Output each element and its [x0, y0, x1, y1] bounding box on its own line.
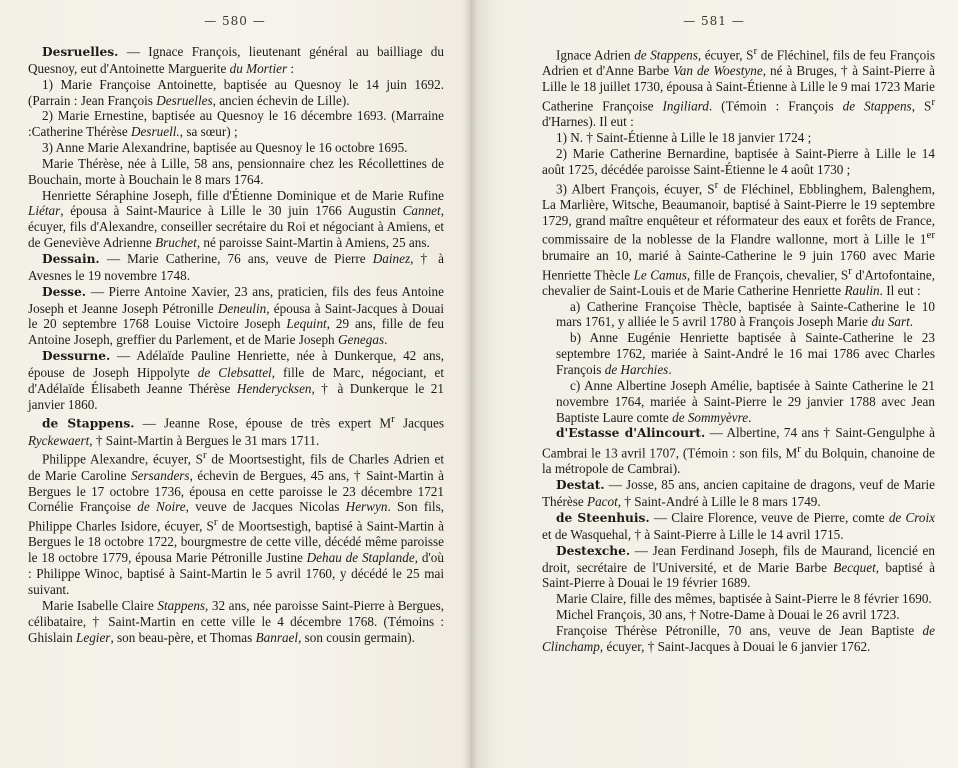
- right_page-paragraph: a) Catherine Françoise Thècle, baptisée à Sainte-Catherine le 10 mars 1761, y alliée le 5 avril 1780 à François Joseph Marie du Sart.: [556, 298, 935, 330]
- right_page-paragraph: Françoise Thérèse Pétronille, 70 ans, veuve de Jean Baptiste de Clinchamp, écuyer, † Saint-Jacques à Douai le 6 janvier 1762.: [542, 622, 935, 654]
- right_page-paragraph: c) Anne Albertine Joseph Amélie, baptisée à Sainte Catherine le 21 novembre 1764, mariée à Saint-Pierre le 29 janvier 1788 avec Jean Baptiste Laure comte de Sommyèvre.: [556, 377, 935, 425]
- page-number-right: — 581 —: [683, 14, 745, 28]
- left_page-paragraph: Marie Thérèse, née à Lille, 58 ans, pensionnaire chez les Récollettines de Bouchain, morte à Bouchain le 8 mars 1764.: [28, 155, 444, 187]
- left_page-paragraph: Philippe Alexandre, écuyer, $S^r$ de Moortsestight, fils de Charles Adrien et de Marie Caroline Sersanders, échevin de Bergues, 45 ans, † Saint-Martin à Bergues le 17 octobre 1736, épousa en cette paroisse le 23 décembre 1721 Cornélie Françoise de Noire, veuve de Jacques Nicolas Herwyn. Son fils, Philippe Charles Isidore, écuyer, $S^r$ de Moortsestigh, baptisé à Saint-Martin à Bergues le 18 octobre 1722, bourgmestre de cette ville, décédé même paroisse le 18 octobre 1779, épousa Marie Pétronille Justine Dehau de Staplande, d'où : Philippe Winoc, baptisé à Saint-Martin le 5 avril 1760, y décédé le 25 mai suivant.: [28, 449, 445, 598]
- left_page-paragraph: Desse. — Pierre Antoine Xavier, 23 ans, praticien, fils des feus Antoine Joseph et Jeanne Joseph Pétronille Deneulin, épousa à Saint-Jacques à Douai le 20 septembre 1768 Louise Victoire Joseph Lequint, 29 ans, fille de feu Antoine Joseph, greffier du Parlement, et de Marie Joseph Genegas.: [28, 283, 444, 348]
- right_page-paragraph: d'Estasse d'Alincourt. — Albertine, 74 ans † Saint-Gengulphe à Cambrai le 13 avril 1707, (Témoin : son fils, $M^r$ du Bolquin, chanoine de la métropole de Cambrai).: [542, 425, 936, 477]
- left_page-paragraph: Desruelles. — Ignace François, lieutenant général au bailliage du Quesnoy, eut d'Antoinette Marguerite du Mortier :: [28, 44, 444, 76]
- left_page-paragraph: 1) Marie Françoise Antoinette, baptisée au Quesnoy le 14 juin 1692. (Parrain : Jean François Desruelles, ancien échevin de Lille).: [28, 76, 444, 108]
- right_page-paragraph: 2) Marie Catherine Bernardine, baptisée à Saint-Pierre à Lille le 14 août 1725, décédée paroisse Saint-Étienne le 4 août 1730 ;: [542, 145, 935, 177]
- right_page-paragraph: 3) Albert François, écuyer, $S^r$ de Fléchinel, Ebblinghem, Balenghem, La Marlière, Witsche, Beaumanoir, baptisé à Saint-Pierre le 19 septembre 1729, grand maître enquêteur et réformateur des eaux et forêts de France, commissaire de la noblesse de la Flandre wallonne, mort à Lille le 1er brumaire an 10, marié à Sainte-Catherine le 9 juin 1760 avec Marie Henriette Thècle Le Camus, fille de François, chevalier, $S^r$ d'Artofontaine, chevalier de Saint-Louis et de Marie Catherine Henriette Raulin. Il eut :: [542, 178, 936, 298]
- right-page-text: [542, 44, 935, 655]
- left_page-paragraph: 3) Anne Marie Alexandrine, baptisée au Quesnoy le 16 octobre 1695.: [42, 140, 408, 156]
- left_page-paragraph: Marie Isabelle Claire Stappens, 32 ans, née paroisse Saint-Pierre à Bergues, célibataire, † Saint-Martin en cette ville le 4 décembre 1768. (Témoins : Ghislain Legier, son beau-père, et Thomas Banrael, son cousin germain).: [28, 597, 444, 645]
- left_page-paragraph: Henriette Séraphine Joseph, fille d'Étienne Dominique et de Marie Rufine Liétar, épousa à Saint-Maurice à Lille le 30 juin 1766 Augustin Cannet, écuyer, fils d'Alexandre, conseiller secrétaire du Roi et négociant à Amiens, et de Geneviève Adrienne Bruchet, né paroisse Saint-Martin à Amiens, 25 ans.: [28, 187, 444, 251]
- left-page-text: [28, 44, 444, 645]
- right_page-paragraph: de Steenhuis. — Claire Florence, veuve de Pierre, comte de Croix et de Wasquehal, † à Saint-Pierre à Lille le 14 avril 1715.: [542, 509, 935, 542]
- page-number-left: — 580 —: [204, 14, 266, 28]
- right_page-paragraph: Destat. — Josse, 85 ans, ancien capitaine de dragons, veuf de Marie Thérèse Pacot, † Saint-André à Lille le 8 mars 1749.: [542, 477, 935, 510]
- right-page: [470, 0, 958, 768]
- left-page: [0, 0, 470, 768]
- right_page-paragraph: Ignace Adrien de Stappens, écuyer, $S^r$ de Fléchinel, fils de feu François Adrien et d'Anne Barbe Van de Woestyne, né à Bruges, † à Saint-Pierre à Lille le 18 juillet 1730, épousa à Saint-Étienne à Lille le 9 mai 1723 Marie Catherine Françoise Ingiliard. (Témoin : François de Stappens, $S^r$ d'Harnes). Il eut :: [542, 45, 935, 130]
- right_page-paragraph: Michel François, 30 ans, † Notre-Dame à Douai le 26 avril 1723.: [556, 607, 900, 623]
- right_page-paragraph: Destexche. — Jean Ferdinand Joseph, fils de Maurand, licencié en droit, secrétaire de l'Université, et de Marie Barbe Becquet, baptisé à Saint-Pierre à Douai le 19 février 1689.: [542, 542, 935, 591]
- left_page-paragraph: de Stappens. — Jeanne Rose, épouse de très expert $M^r$ Jacques Ryckewaert, † Saint-Martin à Bergues le 31 mars 1711.: [28, 413, 444, 448]
- left_page-paragraph: Dessain. — Marie Catherine, 76 ans, veuve de Pierre Dainez, † à Avesnes le 19 novembre 1748.: [28, 250, 444, 283]
- left_page-paragraph: Dessurne. — Adélaïde Pauline Henriette, née à Dunkerque, 42 ans, épouse de Joseph Hippolyte de Clebsattel, fille de Marc, négociant, et d'Adélaïde Élisabeth Jeanne Thérèse Henderycksen, † à Dunkerque le 21 janvier 1860.: [28, 348, 444, 412]
- left_page-paragraph: 2) Marie Ernestine, baptisée au Quesnoy le 16 décembre 1693. (Marraine :Catherine Thérèse Desruell., sa sœur) ;: [28, 108, 444, 140]
- right_page-paragraph: 1) N. † Saint-Étienne à Lille le 18 janvier 1724 ;: [556, 130, 812, 145]
- right_page-paragraph: Marie Claire, fille des mêmes, baptisée à Saint-Pierre le 8 février 1690.: [556, 591, 932, 607]
- book-gutter: [462, 0, 478, 768]
- right_page-paragraph: b) Anne Eugénie Henriette baptisée à Sainte-Catherine le 23 septembre 1762, mariée à Saint-André le 16 mai 1786 avec Charles François de Harchies.: [556, 330, 935, 377]
